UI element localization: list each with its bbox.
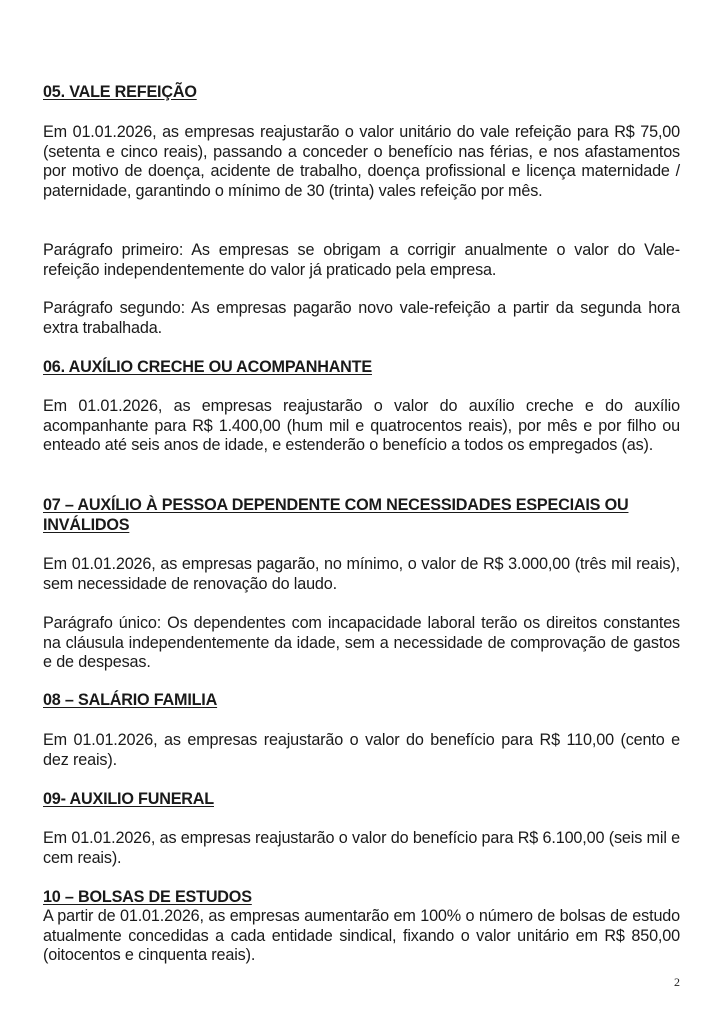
paragraph-vale-refeicao-primeiro: Parágrafo primeiro: As empresas se obrigam a corrigir anualmente o valor do Vale-refeição independentemente do valor já praticado pela empresa. <box>43 241 680 279</box>
section-heading-auxilio-creche: 06. AUXÍLIO CRECHE OU ACOMPANHANTE <box>43 358 372 376</box>
section-heading-bolsas-estudos: 10 – BOLSAS DE ESTUDOS <box>43 888 252 906</box>
section-heading-auxilio-dependente: 07 – AUXÍLIO À PESSOA DEPENDENTE COM NECESSIDADES ESPECIAIS OU INVÁLIDOS <box>43 496 629 534</box>
page-number: 2 <box>674 975 680 989</box>
paragraph-vale-refeicao-main: Em 01.01.2026, as empresas reajustarão o valor unitário do vale refeição para R$ 75,00 (setenta e cinco reais), passando a conceder o benefício nas férias, e nos afastamentos por motivo de doença, acidente de trabalho, doença profissional e licença maternidade / paternidade, garantindo o mínimo de 30 (trinta) vales refeição por mês. <box>43 123 680 200</box>
paragraph-auxilio-dependente-main: Em 01.01.2026, as empresas pagarão, no mínimo, o valor de R$ 3.000,00 (três mil reais), sem necessidade de renovação do laudo. <box>43 555 680 593</box>
paragraph-bolsas-estudos: A partir de 01.01.2026, as empresas aumentarão em 100% o número de bolsas de estudo atualmente concedidas a cada entidade sindical, fixando o valor unitário em R$ 850,00 (oitocentos e cinquenta reais). <box>43 907 680 965</box>
paragraph-auxilio-creche: Em 01.01.2026, as empresas reajustarão o valor do auxílio creche e do auxílio acompanhante para R$ 1.400,00 (hum mil e quatrocentos reais), por mês e por filho ou enteado até seis anos de idade, e estenderão o benefício a todos os empregados (as). <box>43 397 680 455</box>
paragraph-vale-refeicao-segundo: Parágrafo segundo: As empresas pagarão novo vale-refeição a partir da segunda hora extra trabalhada. <box>43 299 680 337</box>
section-heading-salario-familia: 08 – SALÁRIO FAMILIA <box>43 691 218 709</box>
section-heading-auxilio-funeral: 09- AUXILIO FUNERAL <box>43 790 214 808</box>
paragraph-auxilio-funeral: Em 01.01.2026, as empresas reajustarão o valor do benefício para R$ 6.100,00 (seis mil e cem reais). <box>43 829 680 867</box>
paragraph-salario-familia: Em 01.01.2026, as empresas reajustarão o valor do benefício para R$ 110,00 (cento e dez reais). <box>43 731 680 769</box>
section-heading-vale-refeicao: 05. VALE REFEIÇÃO <box>43 83 197 101</box>
paragraph-auxilio-dependente-unico: Parágrafo único: Os dependentes com incapacidade laboral terão os direitos constantes na cláusula independentemente da idade, sem a necessidade de comprovação de gastos e de despesas. <box>43 614 680 672</box>
